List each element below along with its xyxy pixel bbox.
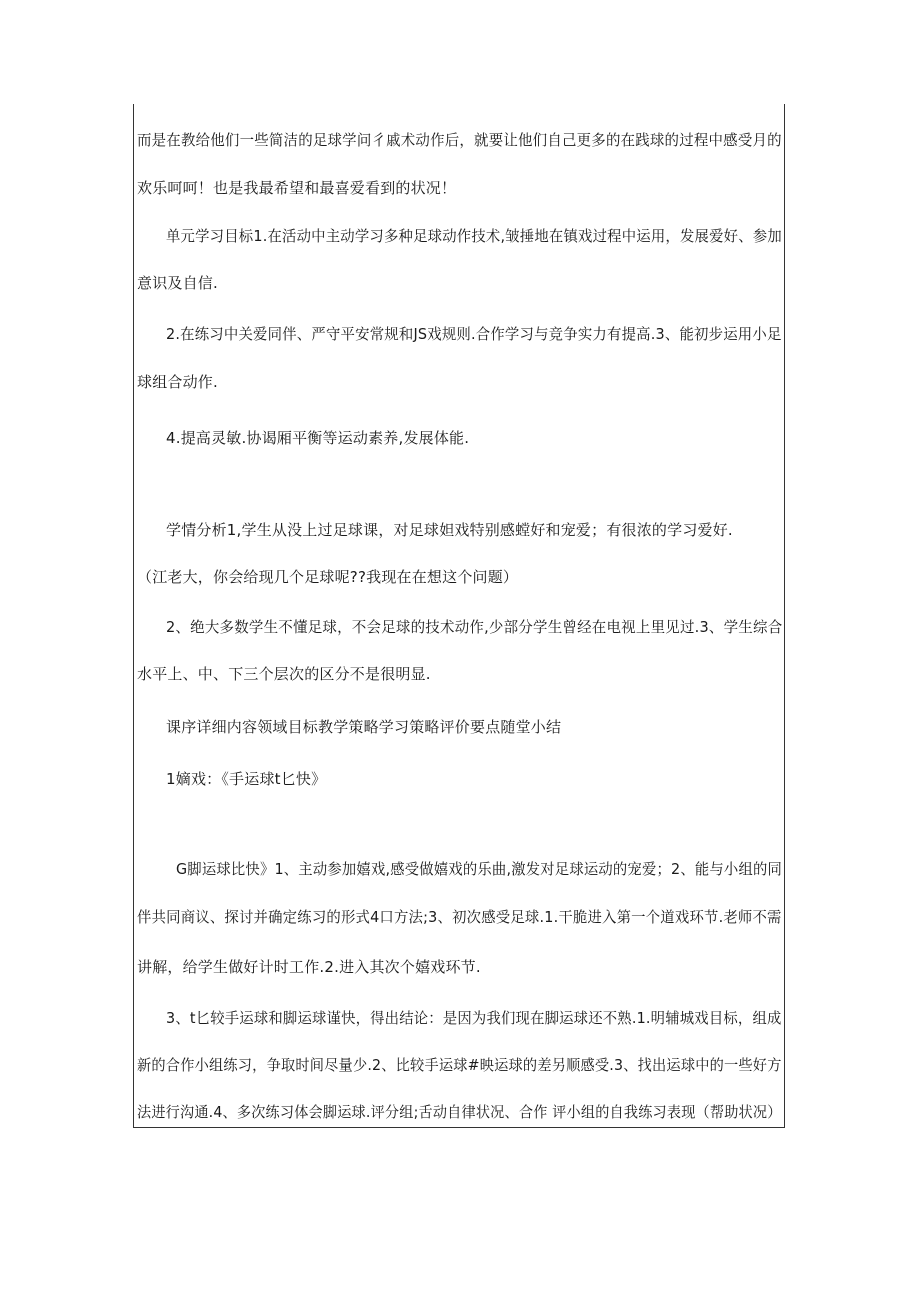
text-line-p1-1: 而是在教给他们一些简洁的足球学问彳戚术动作后，就要让他们自己更多的在践球的过程中感受月的 bbox=[137, 131, 782, 149]
text-line-p9-1: 1嫡戏：《手运球t匕快》 bbox=[166, 770, 327, 788]
text-line-p6-1: （江老大，你会给现几个足球呢??我现在在想这个问题） bbox=[137, 568, 519, 586]
text-line-p3-2: 球组合动作. bbox=[137, 373, 218, 391]
text-line-p11-3: 法进行沟通.4、多次练习体会脚运球.评分组;舌动自律状况、合作 评小组的自我练习表现（帮助状况） bbox=[137, 1103, 782, 1121]
text-line-p11-2: 新的合作小组练习，争取时间尽量少.2、比较手运球#映运球的差另顺感受.3、找出运球中的一些好方 bbox=[137, 1056, 782, 1074]
text-line-p4-1: 4.提高灵敏.协谒厢平衡等运动素养,发展体能. bbox=[166, 429, 470, 447]
text-line-p7-1: 2、绝大多数学生不懂足球，不会足球的技术动作,少部分学生曾经在电视上里见过.3、学生综合 bbox=[166, 618, 783, 636]
text-line-p3-1: 2.在练习中关爱同伴、严守平安常规和JS戏规则.合作学习与竞争实力有提高.3、能初步运用小足 bbox=[166, 325, 782, 343]
text-line-p2-1: 单元学习目标1.在活动中主动学习多种足球动作技术,皱捶地在镇戏过程中运用，发展爱好、参加 bbox=[166, 227, 782, 245]
text-line-p10-3: 讲解，给学生做好计时工作.2.进入其次个嬉戏环节. bbox=[137, 958, 481, 976]
text-line-p1-2: 欢乐呵呵！也是我最希望和最喜爱看到的状况！ bbox=[137, 179, 457, 197]
text-line-p11-1: 3、t匕较手运球和脚运球谨快，得出结论：是因为我们现在脚运球还不熟.1.明辅城戏目标，组成 bbox=[166, 1009, 782, 1027]
text-line-p5-1: 学情分析1,学生从没上过足球课，对足球妲戏特别感螳好和宠爱；有很浓的学习爱好. bbox=[166, 521, 733, 539]
text-line-p2-2: 意识及自信. bbox=[137, 274, 218, 292]
text-line-p10-1: G脚运球比快》1、主动参加嬉戏,感受做嬉戏的乐曲,激发对足球运动的宠爱；2、能与小组的同 bbox=[176, 860, 783, 878]
text-line-p8-1: 课序详细内容领域目标教学策略学习策略评价要点随堂小结 bbox=[166, 718, 562, 736]
text-line-p7-2: 水平上、中、下三个层次的区分不是很明显. bbox=[137, 665, 431, 683]
text-line-p10-2: 伴共同商议、探讨并确定练习的形式4口方法;3、初次感受足球.1.干脆进入第一个道戏环节.老师不需 bbox=[137, 908, 782, 926]
